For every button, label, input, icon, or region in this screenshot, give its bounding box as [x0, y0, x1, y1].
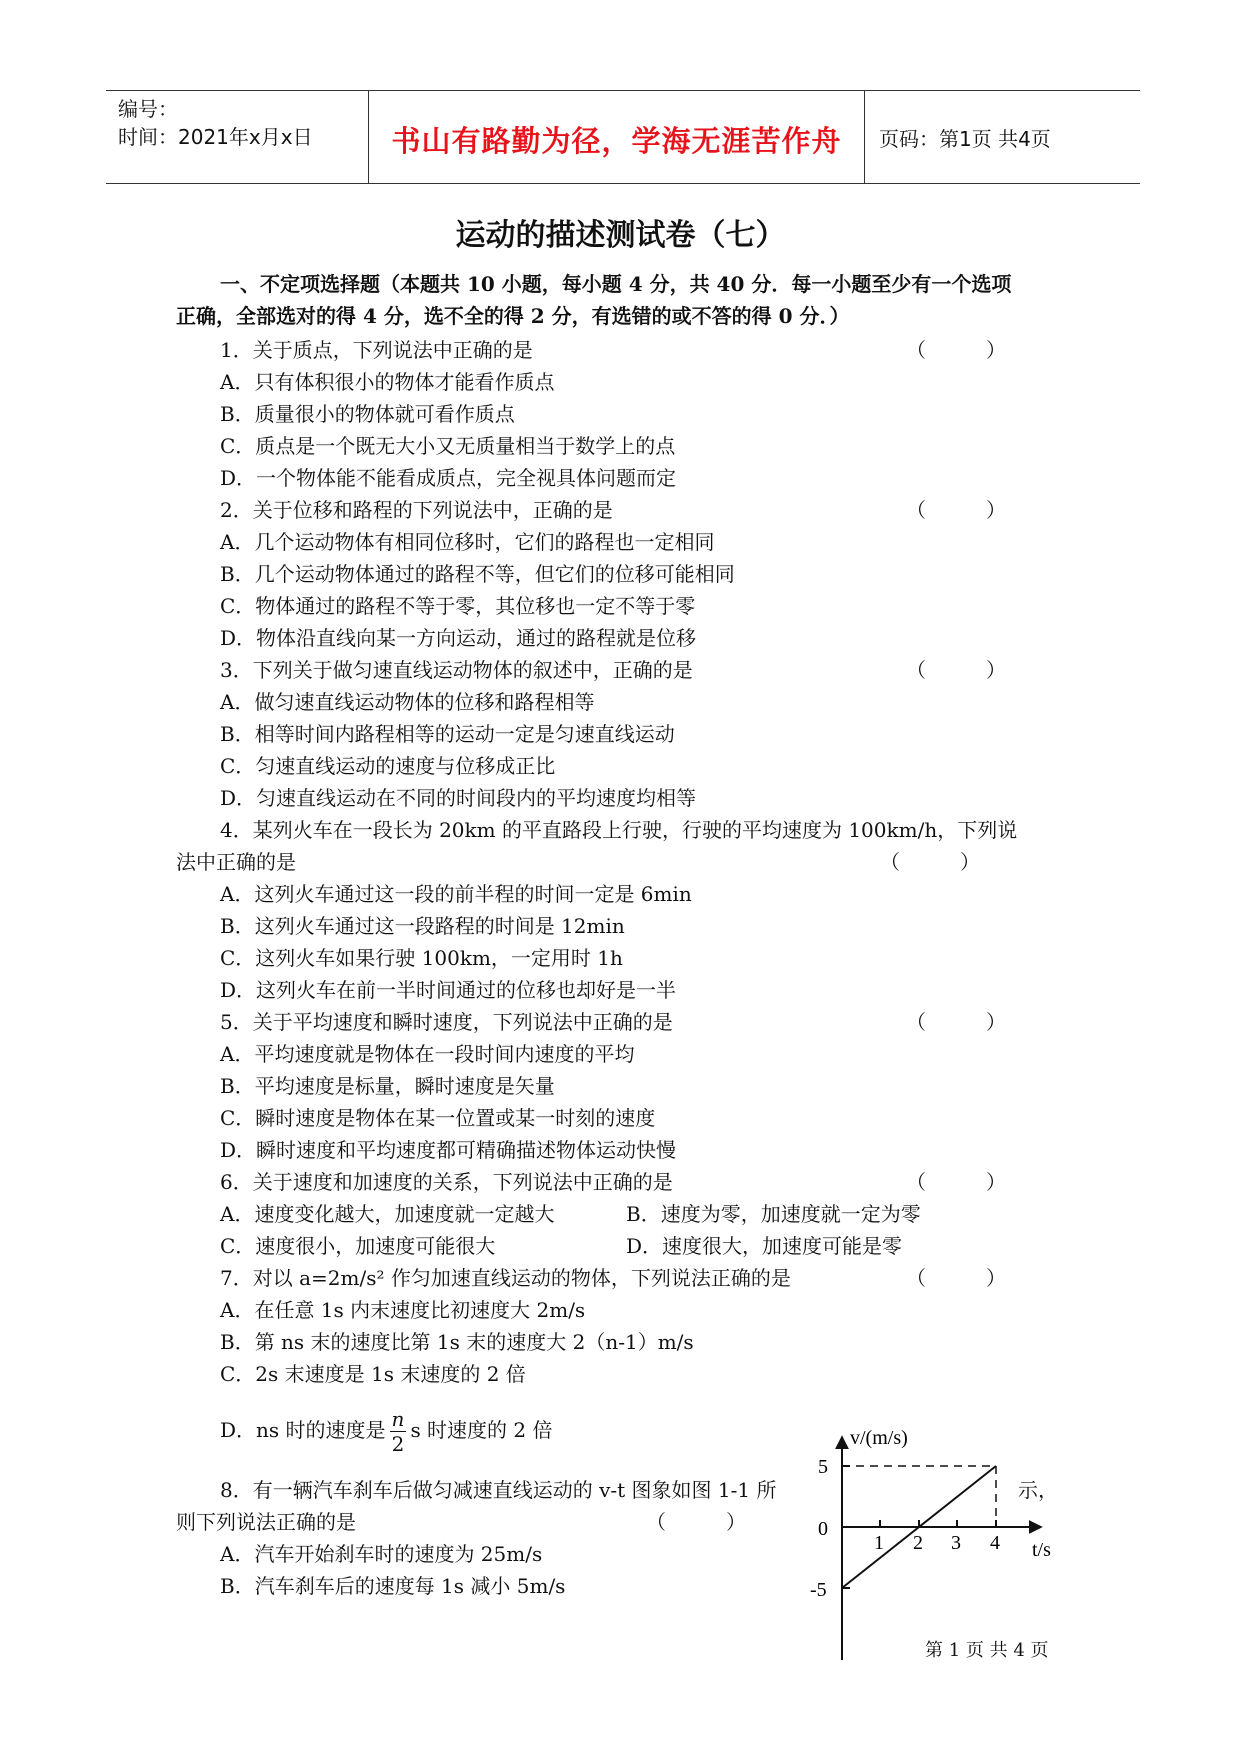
q2-answer-blank: （ ） [906, 498, 1006, 522]
q4-option-b: B．这列火车通过这一段路程的时间是 12min [220, 914, 625, 938]
q1-stem: 1．关于质点，下列说法中正确的是 [220, 338, 533, 362]
q7-option-d-text-post: s 时速度的 2 倍 [410, 1418, 553, 1442]
q4-option-d: D．这列火车在前一半时间通过的位移也却好是一半 [220, 978, 677, 1002]
q7-option-d [220, 1405, 553, 1456]
q2-option-c: C．物体通过的路程不等于零，其位移也一定不等于零 [220, 594, 696, 618]
x-tick-label-1: 1 [874, 1532, 884, 1554]
header-middle-cell [369, 91, 865, 183]
q2-option-d: D．物体沿直线向某一方向运动，通过的路程就是位移 [220, 626, 697, 650]
q4-option-c: C．这列火车如果行驶 100km，一定用时 1h [220, 946, 623, 970]
q3-answer-blank: （ ） [906, 658, 1006, 682]
q8-option-a: A．汽车开始刹车时的速度为 25m/s [220, 1542, 543, 1566]
q6-answer-blank: （ ） [906, 1170, 1006, 1194]
page-footer: 第 1 页 共 4 页 [925, 1640, 1049, 1661]
q6-option-a: A．速度变化越大，加速度就一定越大 [220, 1202, 555, 1226]
q1-answer-blank: （ ） [906, 338, 1006, 362]
q7-option-a: A．在任意 1s 内末速度比初速度大 2m/s [220, 1298, 586, 1322]
page-header [106, 90, 1140, 184]
q4-answer-blank: （ ） [880, 850, 980, 874]
page-info: 页码：第1页 共4页 [879, 127, 1051, 151]
vt-graph [800, 1420, 1100, 1670]
q2-option-a: A．几个运动物体有相同位移时，它们的路程也一定相同 [220, 530, 715, 554]
time-label: 时间：2021年x月x日 [118, 125, 313, 149]
q7-option-c: C．2s 末速度是 1s 末速度的 2 倍 [220, 1362, 526, 1386]
section-instructions-line-1: 一、不定项选择题（本题共 10 小题，每小题 4 分，共 40 分．每一小题至少有一个选项 [220, 272, 1012, 296]
q6-stem: 6．关于速度和加速度的关系，下列说法中正确的是 [220, 1170, 673, 1194]
y-axis-label: v/(m/s) [850, 1427, 908, 1449]
q3-option-d: D．匀速直线运动在不同的时间段内的平均速度均相等 [220, 786, 697, 810]
q4-option-a: A．这列火车通过这一段的前半程的时间一定是 6min [220, 882, 692, 906]
x-tick-label-4: 4 [990, 1532, 1000, 1554]
q3-option-a: A．做匀速直线运动物体的位移和路程相等 [220, 690, 595, 714]
page-title: 运动的描述测试卷（七） [455, 218, 786, 253]
q8-stem-line-1: 8．有一辆汽车刹车后做匀减速直线运动的 v-t 图象如图 1-1 所 [220, 1478, 777, 1502]
q7-option-d-fraction [390, 1407, 407, 1456]
header-left-cell [106, 91, 369, 183]
motto: 书山有路勤为径，学海无涯苦作舟 [391, 124, 842, 158]
q7-answer-blank: （ ） [906, 1266, 1006, 1290]
number-label: 编号： [118, 97, 178, 121]
y-tick-label-neg5: -5 [810, 1579, 827, 1601]
q8-option-b: B．汽车刹车后的速度每 1s 减小 5m/s [220, 1574, 566, 1598]
q6-option-b: B．速度为零，加速度就一定为零 [626, 1202, 921, 1226]
q1-option-d: D．一个物体能不能看成质点，完全视具体问题而定 [220, 466, 677, 490]
q5-option-c: C．瞬时速度是物体在某一位置或某一时刻的速度 [220, 1106, 656, 1130]
q2-option-b: B．几个运动物体通过的路程不等，但它们的位移可能相同 [220, 562, 735, 586]
q2-stem: 2．关于位移和路程的下列说法中，正确的是 [220, 498, 613, 522]
q6-option-c: C．速度很小，加速度可能很大 [220, 1234, 496, 1258]
q5-option-a: A．平均速度就是物体在一段时间内速度的平均 [220, 1042, 635, 1066]
q1-option-b: B．质量很小的物体就可看作质点 [220, 402, 515, 426]
fraction-numerator: n [391, 1407, 405, 1431]
q5-option-d: D．瞬时速度和平均速度都可精确描述物体运动快慢 [220, 1138, 677, 1162]
y-tick-label-5: 5 [818, 1456, 828, 1478]
q5-answer-blank: （ ） [906, 1010, 1006, 1034]
q6-option-d: D．速度很大，加速度可能是零 [626, 1234, 903, 1258]
y-tick-label-0: 0 [818, 1518, 828, 1540]
q8-answer-blank: （ ） [646, 1510, 746, 1534]
x-tick-label-2: 2 [913, 1532, 923, 1554]
fraction-denominator: 2 [391, 1432, 405, 1456]
q1-option-c: C．质点是一个既无大小又无质量相当于数学上的点 [220, 434, 676, 458]
q7-option-b: B．第 ns 末的速度比第 1s 末的速度大 2（n-1）m/s [220, 1330, 694, 1354]
q7-stem: 7．对以 a=2m/s² 作匀加速直线运动的物体，下列说法正确的是 [220, 1266, 791, 1290]
section-instructions-line-2: 正确，全部选对的得 4 分，选不全的得 2 分，有选错的或不答的得 0 分．） [176, 304, 850, 328]
q8-stem-line-1-tail: 示， [1018, 1478, 1058, 1502]
q3-option-c: C．匀速直线运动的速度与位移成正比 [220, 754, 556, 778]
x-axis-label: t/s [1032, 1539, 1051, 1561]
q1-option-a: A．只有体积很小的物体才能看作质点 [220, 370, 555, 394]
x-tick-label-3: 3 [951, 1532, 961, 1554]
q4-stem-line-1: 4．某列火车在一段长为 20km 的平直路段上行驶，行驶的平均速度为 100km/h，下列说 [220, 818, 1018, 842]
q8-stem-line-2: 则下列说法正确的是 [176, 1510, 356, 1534]
header-right-cell [865, 91, 1140, 183]
q5-option-b: B．平均速度是标量，瞬时速度是矢量 [220, 1074, 555, 1098]
q3-option-b: B．相等时间内路程相等的运动一定是匀速直线运动 [220, 722, 675, 746]
q5-stem: 5．关于平均速度和瞬时速度，下列说法中正确的是 [220, 1010, 673, 1034]
q3-stem: 3．下列关于做匀速直线运动物体的叙述中，正确的是 [220, 658, 693, 682]
q7-option-d-text-pre: D．ns 时的速度是 [220, 1418, 386, 1442]
q4-stem-line-2: 法中正确的是 [176, 850, 296, 874]
